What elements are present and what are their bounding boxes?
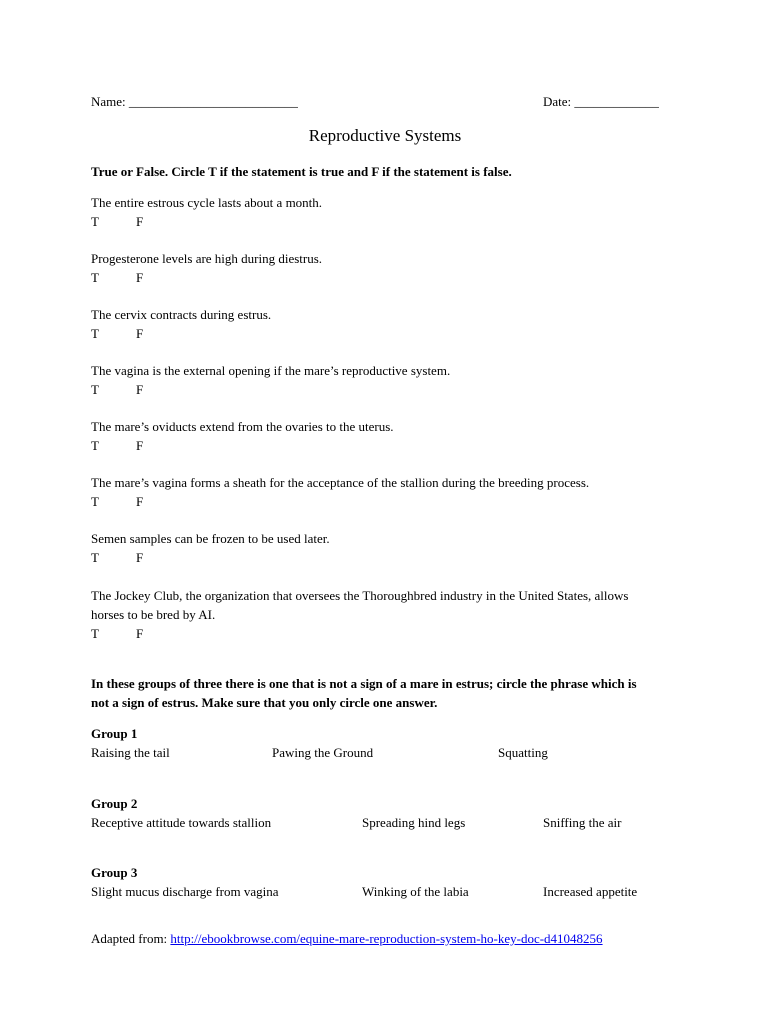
group-3-option-1[interactable]: Slight mucus discharge from vagina xyxy=(91,884,279,899)
question-3-text: The cervix contracts during estrus. xyxy=(91,307,272,322)
question-5-choices xyxy=(91,436,171,455)
false-option[interactable]: F xyxy=(136,382,144,397)
group-3-label: Group 3 xyxy=(91,865,138,880)
question-5-text: The mare’s oviducts extend from the ovaries to the uterus. xyxy=(91,419,394,434)
question-6-choices xyxy=(91,492,171,511)
true-option[interactable]: T xyxy=(91,270,99,285)
page-title: Reproductive Systems xyxy=(308,126,462,145)
question-8-choices xyxy=(91,624,171,643)
false-option[interactable]: F xyxy=(136,326,144,341)
group-1-label: Group 1 xyxy=(91,726,138,741)
true-option[interactable]: T xyxy=(91,214,99,229)
question-8-text-line-2: horses to be bred by AI. xyxy=(91,607,216,622)
question-2-choices xyxy=(91,268,171,287)
true-option[interactable]: T xyxy=(91,550,99,565)
name-field-label: Name: __________________________ xyxy=(91,94,298,109)
true-false-instructions: True or False. Circle T if the statement is true and F if the statement is false. xyxy=(91,164,512,179)
true-option[interactable]: T xyxy=(91,326,99,341)
false-option[interactable]: F xyxy=(136,214,144,229)
true-option[interactable]: T xyxy=(91,626,99,641)
true-option[interactable]: T xyxy=(91,382,99,397)
false-option[interactable]: F xyxy=(136,494,144,509)
question-4-text: The vagina is the external opening if the mare’s reproductive system. xyxy=(91,363,451,378)
group-3-option-3[interactable]: Increased appetite xyxy=(543,884,638,899)
group-2-label: Group 2 xyxy=(91,796,138,811)
group-1-option-3[interactable]: Squatting xyxy=(498,745,548,760)
source-attribution xyxy=(91,929,603,948)
question-4-choices xyxy=(91,380,171,399)
adapted-from-label: Adapted from: xyxy=(91,931,171,946)
question-2-text: Progesterone levels are high during diestrus. xyxy=(91,251,323,266)
question-7-choices xyxy=(91,548,171,567)
group-3-option-2[interactable]: Winking of the labia xyxy=(362,884,469,899)
false-option[interactable]: F xyxy=(136,626,144,641)
question-6-text: The mare’s vagina forms a sheath for the acceptance of the stallion during the breeding process. xyxy=(91,475,590,490)
group-2-option-3[interactable]: Sniffing the air xyxy=(543,815,622,830)
group-2-option-2[interactable]: Spreading hind legs xyxy=(362,815,466,830)
estrus-instructions-line-1: In these groups of three there is one that is not a sign of a mare in estrus; circle the phrase which is xyxy=(91,676,637,691)
question-8-text-line-1: The Jockey Club, the organization that oversees the Thoroughbred industry in the United States, allows xyxy=(91,588,629,603)
source-link[interactable]: http://ebookbrowse.com/equine-mare-reproduction-system-ho-key-doc-d41048256 xyxy=(170,931,603,946)
question-3-choices xyxy=(91,324,171,343)
false-option[interactable]: F xyxy=(136,438,144,453)
true-option[interactable]: T xyxy=(91,494,99,509)
group-1-option-2[interactable]: Pawing the Ground xyxy=(272,745,374,760)
group-1-option-1[interactable]: Raising the tail xyxy=(91,745,170,760)
question-1-choices xyxy=(91,212,171,231)
estrus-instructions-line-2: not a sign of estrus. Make sure that you only circle one answer. xyxy=(91,695,438,710)
true-option[interactable]: T xyxy=(91,438,99,453)
group-2-option-1[interactable]: Receptive attitude towards stallion xyxy=(91,815,272,830)
false-option[interactable]: F xyxy=(136,550,144,565)
question-1-text: The entire estrous cycle lasts about a month. xyxy=(91,195,323,210)
question-7-text: Semen samples can be frozen to be used later. xyxy=(91,531,330,546)
date-field-label: Date: _____________ xyxy=(543,94,659,109)
false-option[interactable]: F xyxy=(136,270,144,285)
